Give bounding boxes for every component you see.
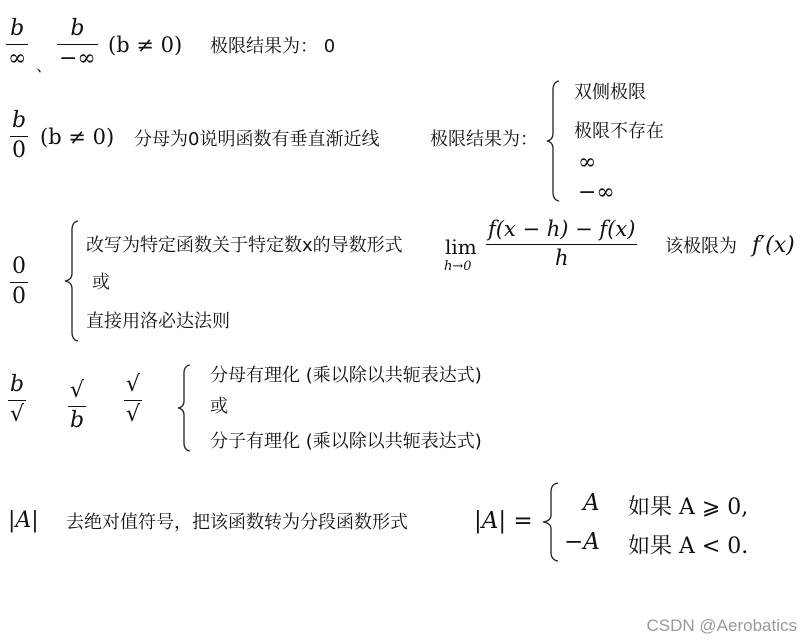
fraction-bar <box>10 282 28 283</box>
row2-fraction-b-over-zero <box>10 110 28 162</box>
fraction-bar <box>486 244 637 245</box>
row1-fraction-b-over-infinity <box>6 18 28 70</box>
numerator: 0 <box>12 254 26 279</box>
row4-fraction-sqrt-over-sqrt <box>124 374 142 426</box>
row1-condition: (b ≠ 0) <box>108 33 183 57</box>
denominator: ∞ <box>8 46 27 72</box>
row2-asymptote-text: 分母为0说明函数有垂直渐近线 <box>134 129 380 150</box>
row4-or-text: 或 <box>210 396 228 417</box>
row3-lim: lim <box>445 235 477 259</box>
row4-brace <box>176 364 196 452</box>
row3-derivative-text: 改写为特定函数关于特定数x的导数形式 <box>86 235 403 256</box>
denominator: √ <box>126 402 141 428</box>
denominator: −∞ <box>59 46 96 72</box>
denominator: b <box>70 408 85 434</box>
fraction-bar <box>57 44 98 45</box>
denominator: 0 <box>12 284 26 310</box>
row2-option-infinity: ∞ <box>578 150 597 175</box>
row3-result-derivative: f′(x) <box>752 233 795 258</box>
fraction-bar <box>6 44 28 45</box>
row4-fraction-b-over-sqrt <box>8 374 26 426</box>
row2-condition: (b ≠ 0) <box>40 125 115 149</box>
numerator: √ <box>70 378 85 403</box>
fraction-bar <box>124 400 142 401</box>
row3-lim-subscript: h→0 <box>444 259 472 274</box>
row5-case1-condition: 如果 A ⩾ 0, <box>628 495 749 520</box>
row5-brace <box>540 482 562 562</box>
row5-lhs: |A| = <box>474 508 533 534</box>
row4-denominator-rationalize: 分母有理化 (乘以除以共轭表达式) <box>210 365 482 386</box>
numerator: b <box>70 16 85 41</box>
row1-fraction-b-over-neg-infinity <box>57 18 98 70</box>
row4-fraction-sqrt-over-b <box>68 380 86 432</box>
row3-brace <box>62 220 84 342</box>
fraction-bar <box>8 400 26 401</box>
row2-option-not-exist: 极限不存在 <box>574 121 664 142</box>
row5-description: 去绝对值符号，把该函数转为分段函数形式 <box>66 512 408 533</box>
row3-lhopital-text: 直接用洛必达法则 <box>86 311 230 332</box>
row3-limit-is-text: 该极限为 <box>665 236 737 257</box>
numerator: f(x − h) − f(x) <box>488 217 636 241</box>
row5-case1-value: A <box>583 490 600 516</box>
row5-absolute-value: |A| <box>8 508 39 533</box>
row2-option-two-sided: 双侧极限 <box>574 82 646 103</box>
denominator: √ <box>10 402 25 428</box>
row1-result-text: 极限结果为： 0 <box>210 36 336 57</box>
numerator: b <box>12 108 27 133</box>
row2-brace <box>545 80 565 202</box>
fraction-bar <box>10 136 28 137</box>
row2-option-neg-infinity: −∞ <box>578 180 615 205</box>
row3-or-text: 或 <box>92 272 110 293</box>
row5-case2-condition: 如果 A < 0. <box>628 534 749 559</box>
row5-case2-value: −A <box>564 529 600 555</box>
denominator: h <box>554 246 569 271</box>
row3-limit-fraction <box>486 219 637 269</box>
denominator: 0 <box>12 138 27 164</box>
row3-fraction-zero-over-zero <box>10 256 28 308</box>
numerator: b <box>10 16 25 41</box>
row2-result-label: 极限结果为： <box>430 129 538 150</box>
numerator: √ <box>126 372 141 397</box>
row1-separator: 、 <box>36 56 53 75</box>
csdn-watermark: CSDN @Aerobatics <box>646 616 797 635</box>
row4-numerator-rationalize: 分子有理化 (乘以除以共轭表达式) <box>210 431 482 452</box>
numerator: b <box>10 372 25 397</box>
fraction-bar <box>68 406 86 407</box>
